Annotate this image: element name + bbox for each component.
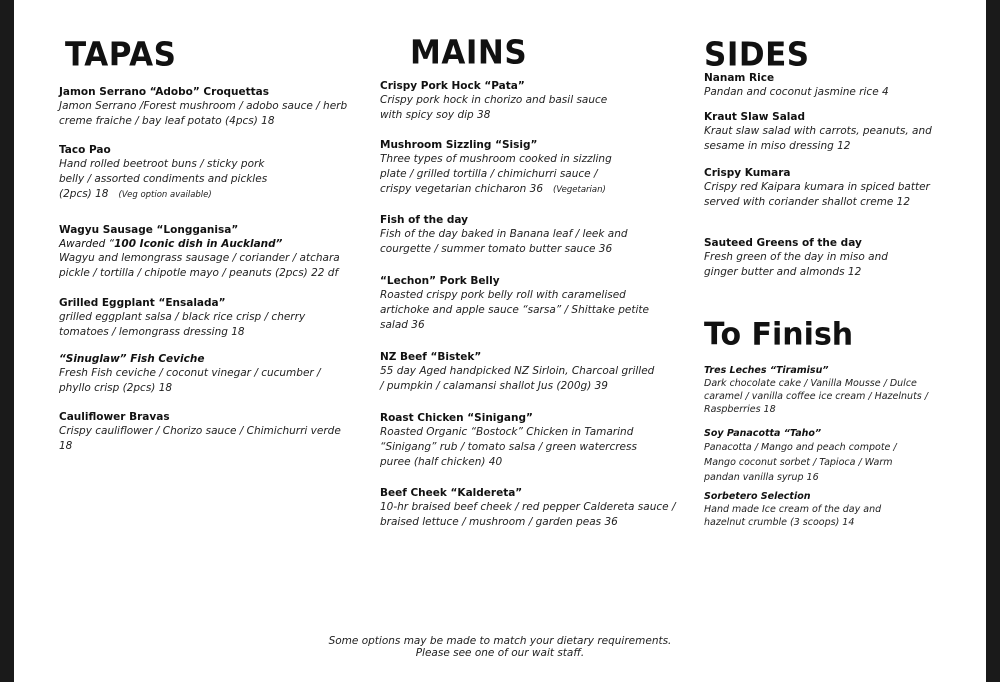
menu-item <box>59 223 349 281</box>
menu-item <box>380 411 680 470</box>
award-title: 100 Iconic dish in Auckland” <box>114 238 283 250</box>
item-name: Tres Leches “Tiramisu” <box>704 365 829 376</box>
footer-line-2: Please see one of our wait staff. <box>415 647 585 659</box>
menu-item <box>380 350 680 394</box>
menu-item <box>704 364 939 416</box>
footer-line-1: Some options may be made to match your dietary requirements. <box>328 635 672 647</box>
item-name: Taco Pao <box>59 144 111 156</box>
item-name: Kraut Slaw Salad <box>704 111 806 123</box>
item-description: Crispy cauliflower / Chorizo sauce / Chimichurri verde 18 <box>59 425 341 452</box>
menu-item <box>380 486 680 530</box>
item-description: Fish of the day baked in Banana leaf / leek and courgette / summer tomato butter sauce 36 <box>380 228 628 255</box>
item-description: grilled eggplant salsa / black rice crisp / cherry tomatoes / lemongrass dressing 18 <box>59 311 306 338</box>
item-description <box>59 157 279 203</box>
item-description: 55 day Aged handpicked NZ Sirloin, Charcoal grilled / pumpkin / calamansi shallot Jus (200g) 39 <box>380 365 655 392</box>
menu-item <box>59 352 349 396</box>
menu-item <box>704 71 939 100</box>
award-line <box>59 237 349 251</box>
item-description: Jamon Serrano /Forest mushroom / adobo sauce / herb creme fraiche / bay leaf potato (4pcs) 18 <box>59 100 348 127</box>
item-description: Panacotta / Mango and peach compote / Mango coconut sorbet / Tapioca / Warm pandan vanilla syrup 16 <box>704 442 897 483</box>
item-description: Wagyu and lemongrass sausage / coriander / atchara pickle / tortilla / chipotle mayo / peanuts (2pcs) 22 df <box>59 252 340 279</box>
item-name: Cauliflower Bravas <box>59 411 170 423</box>
item-description: Kraut slaw salad with carrots, peanuts, and sesame in miso dressing 12 <box>704 125 932 152</box>
veg-option-note: (Veg option available) <box>118 190 212 200</box>
item-name: NZ Beef “Bistek” <box>380 351 482 363</box>
menu-item <box>704 427 939 485</box>
item-description: 10-hr braised beef cheek / red pepper Caldereta sauce / braised lettuce / mushroom / garden peas 36 <box>380 501 676 528</box>
menu-item <box>380 138 680 198</box>
award-prefix: Awarded “ <box>59 238 115 250</box>
item-description <box>380 152 630 198</box>
item-name: Crispy Kumara <box>704 167 791 179</box>
item-name: Beef Cheek “Kaldereta” <box>380 487 523 499</box>
item-name: Nanam Rice <box>704 72 775 84</box>
tapas-heading: TAPAS <box>65 36 177 74</box>
vegetarian-note: (Vegetarian) <box>553 185 606 195</box>
item-name: “Lechon” Pork Belly <box>380 275 500 287</box>
item-name: Sorbetero Selection <box>704 491 811 502</box>
item-description: Roasted crispy pork belly roll with caramelised artichoke and apple sauce “sarsa” / Shittake petite salad 36 <box>380 289 649 331</box>
menu-item <box>59 143 349 203</box>
dietary-footer <box>14 635 986 659</box>
item-description: Roasted Organic “Bostock” Chicken in Tamarind “Sinigang” rub / tomato salsa / green watercress puree (half chicken) 40 <box>380 426 637 468</box>
item-name: Soy Panacotta “Taho” <box>704 428 822 439</box>
mains-heading: MAINS <box>410 34 528 72</box>
menu-item <box>704 166 939 210</box>
item-name: Fish of the day <box>380 214 468 226</box>
item-name: Roast Chicken “Sinigang” <box>380 412 533 424</box>
item-description: Fresh Fish ceviche / coconut vinegar / cucumber / phyllo crisp (2pcs) 18 <box>59 367 321 394</box>
item-description: Hand made Ice cream of the day and hazelnut crumble (3 scoops) 14 <box>704 504 882 528</box>
menu-item <box>704 110 939 154</box>
menu-item <box>380 274 680 333</box>
sides-heading: SIDES <box>704 36 810 74</box>
menu-item <box>59 85 349 129</box>
menu-item <box>59 410 349 454</box>
menu-item <box>59 296 349 340</box>
item-name: Mushroom Sizzling “Sisig” <box>380 139 538 151</box>
item-description: Fresh green of the day in miso and ginger butter and almonds 12 <box>704 251 888 278</box>
item-description: Crispy red Kaipara kumara in spiced batter served with coriander shallot creme 12 <box>704 181 930 208</box>
item-description: Dark chocolate cake / Vanilla Mousse / Dulce caramel / vanilla coffee ice cream / Hazelnuts / Raspberries 18 <box>704 378 928 415</box>
menu-item <box>704 236 939 280</box>
to-finish-heading: To Finish <box>704 316 854 353</box>
menu-item <box>380 79 680 123</box>
menu-page <box>14 0 986 682</box>
item-description-text: Three types of mushroom cooked in sizzling plate / grilled tortilla / chimichurri sauce / crispy vegetarian chicharon 36 <box>380 153 612 195</box>
menu-item <box>704 490 939 529</box>
item-name: Crispy Pork Hock “Pata” <box>380 80 525 92</box>
item-description-text: Hand rolled beetroot buns / sticky pork belly / assorted condiments and pickles (2pcs) 18 <box>59 158 268 200</box>
item-name: Wagyu Sausage “Longganisa” <box>59 224 239 236</box>
item-description: Crispy pork hock in chorizo and basil sauce with spicy soy dip 38 <box>380 94 608 121</box>
item-name: Jamon Serrano “Adobo” Croquettas <box>59 86 270 98</box>
item-name: Grilled Eggplant “Ensalada” <box>59 297 226 309</box>
item-description: Pandan and coconut jasmine rice 4 <box>704 86 889 98</box>
menu-item <box>380 213 680 257</box>
item-name: Sauteed Greens of the day <box>704 237 862 249</box>
item-name: “Sinuglaw” Fish Ceviche <box>59 353 205 365</box>
